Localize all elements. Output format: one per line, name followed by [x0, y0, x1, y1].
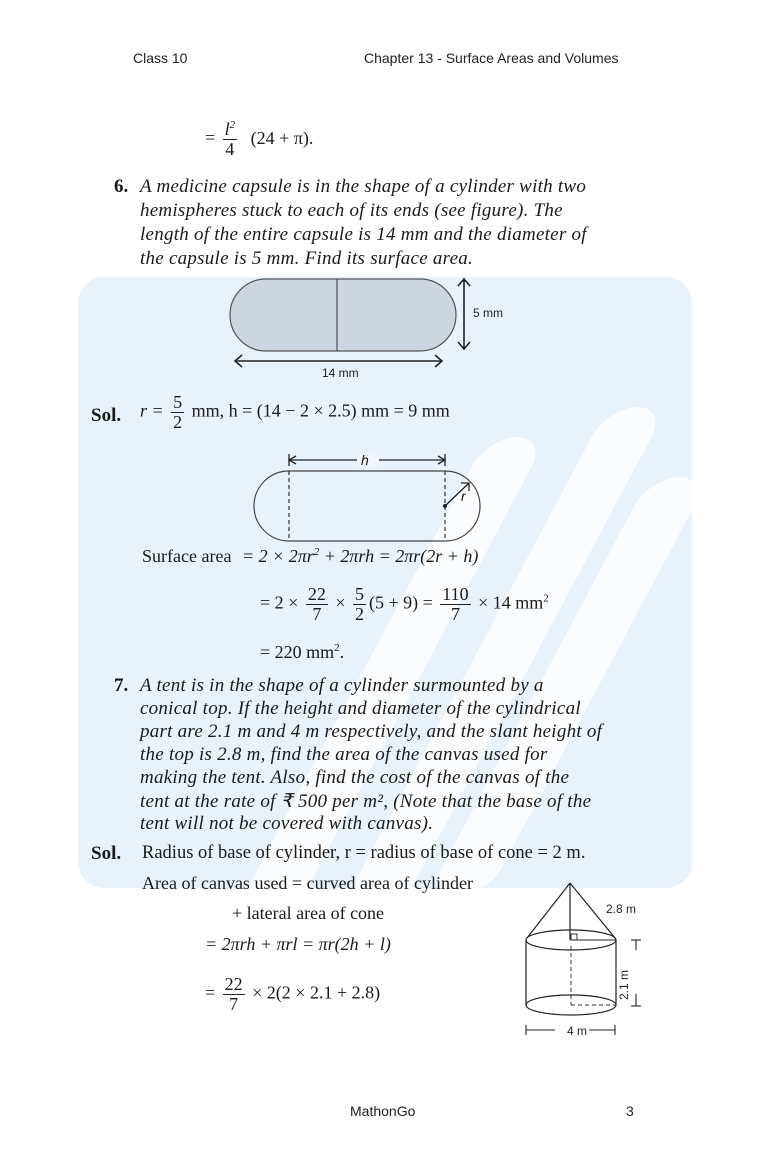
question-7-line: A tent is in the shape of a cylinder surmounted by a: [140, 675, 544, 696]
solution-6-line-1: r = $\frac{5}{2}$ mm, h = (14 − 2 × 2.5) mm = 9 mm: [140, 392, 450, 432]
header-chapter: Chapter 13 - Surface Areas and Volumes: [364, 50, 619, 66]
header-class: Class 10: [133, 50, 188, 66]
cylinder-height-label: 2.1 m: [617, 969, 631, 1000]
question-6-number: 6.: [114, 176, 129, 197]
h-label: h: [361, 452, 369, 468]
question-6-line: the capsule is 5 mm. Find its surface area.: [140, 248, 474, 269]
question-7-line: conical top. If the height and diameter of the cylindrical: [140, 698, 581, 719]
surface-area-step-2: = 2 × $\frac{22}{7}$ × $\frac{5}{2}$ (5 + 9) = $\frac{110}{7}$ × 14 $mm^2$: [260, 584, 549, 624]
question-7-line: the top is 2.8 m, find the area of the canvas used for: [140, 744, 548, 765]
capsule-dimension-figure: [250, 452, 490, 542]
previous-result: = $\frac{l^2}{4}$ (24 + π).: [205, 119, 314, 159]
solution-6-label: Sol.: [91, 405, 122, 426]
page-number: 3: [626, 1103, 634, 1119]
capsule-figure: [220, 274, 520, 384]
surface-area-result: = 220 $mm^2$.: [260, 642, 345, 662]
tent-figure: [515, 878, 675, 1043]
question-7-number: 7.: [114, 675, 129, 696]
footer-brand: MathonGo: [350, 1103, 416, 1119]
solution-7-label: Sol.: [91, 843, 122, 864]
capsule-height-label: 5 mm: [473, 306, 503, 320]
question-6-line: length of the entire capsule is 14 mm and the diameter of: [140, 224, 587, 245]
diameter-label: 4 m: [567, 1024, 588, 1038]
solution-7-line-4: = 2πrh + πrl = πr(2h + l): [205, 934, 391, 954]
surface-area-formula: Surface area = $2 \times 2\pi r^2 + 2\pi rh = 2\pi r(2r + h)$: [142, 546, 479, 566]
question-7-line: part are 2.1 m and 4 m respectively, and the slant height of: [140, 721, 603, 742]
solution-7-line-5: = $\frac{22}{7}$ × 2(2 × 2.1 + 2.8): [205, 974, 381, 1014]
question-6-line: A medicine capsule is in the shape of a cylinder with two: [140, 176, 587, 197]
question-7-line: tent at the rate of ₹ 500 per m², (Note that the base of the: [140, 791, 592, 812]
slant-height-label: 2.8 m: [606, 902, 637, 916]
solution-7-line-3: + lateral area of cone: [232, 903, 385, 923]
solution-7-line-1: Radius of base of cylinder, r = radius of base of cone = 2 m.: [142, 843, 586, 863]
question-7-line: tent will not be covered with canvas).: [140, 813, 434, 834]
solution-7-line-2: Area of canvas used = curved area of cylinder: [142, 873, 473, 893]
question-6-line: hemispheres stuck to each of its ends (see figure). The: [140, 200, 563, 221]
question-7-line: making the tent. Also, find the cost of the canvas of the: [140, 767, 570, 788]
capsule-length-label: 14 mm: [322, 366, 359, 380]
fraction: $\frac{l^2}{4}$: [224, 119, 236, 159]
r-label: r: [461, 488, 466, 504]
